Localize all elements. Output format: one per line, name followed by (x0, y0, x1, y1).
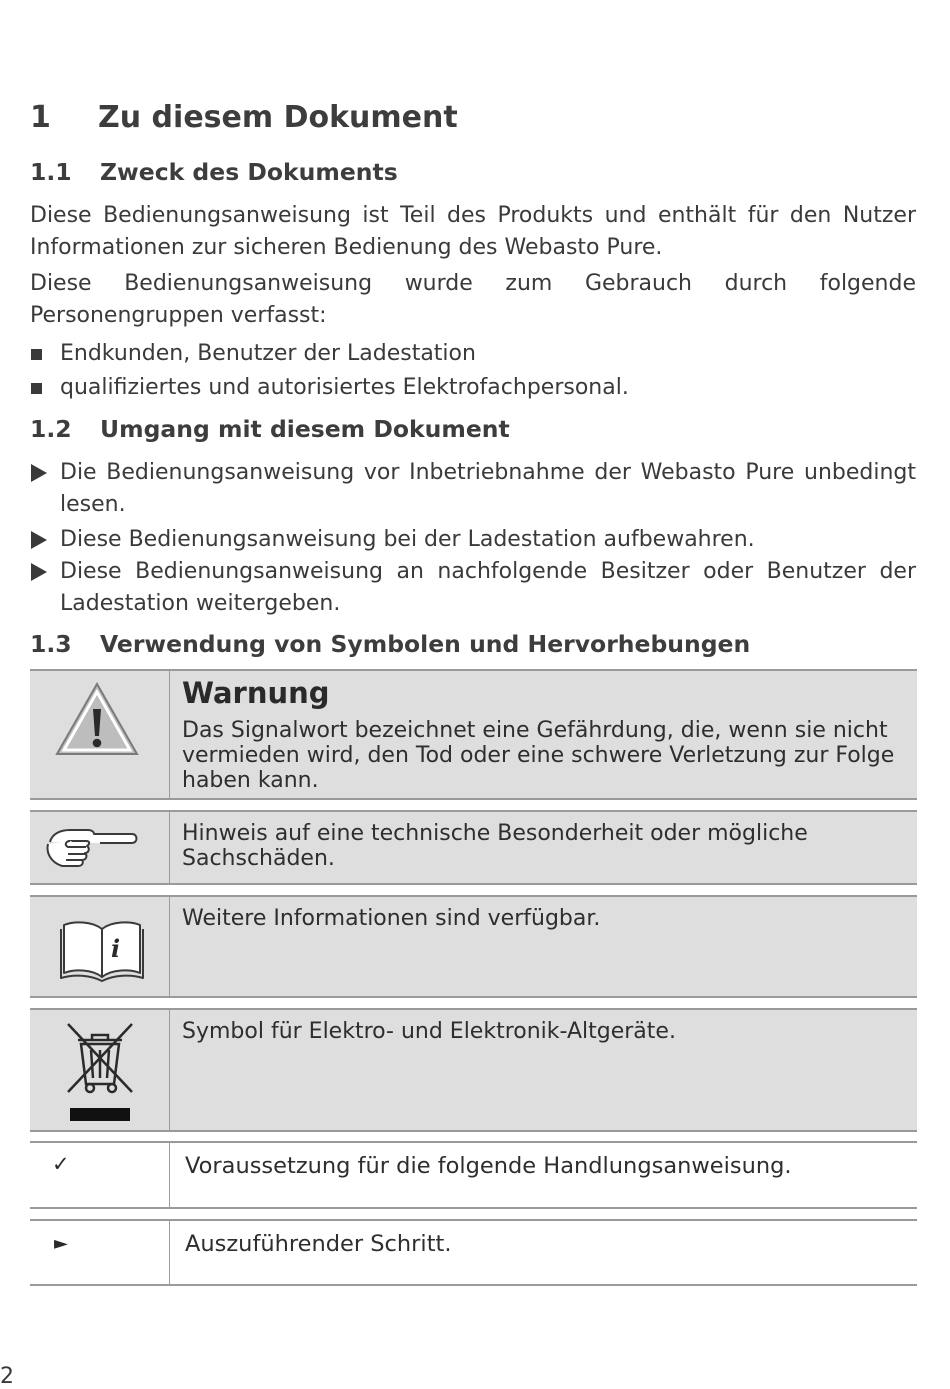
square-bullet-icon (31, 349, 42, 360)
page-number: 2 (0, 1364, 14, 1389)
step-arrow-icon (31, 531, 47, 549)
step-item (30, 457, 916, 521)
symbol-cell (30, 1143, 170, 1207)
symbol-row-info (30, 897, 917, 996)
symbol-description: Das Signalwort bezeichnet eine Gefährdung, die, wenn sie nicht vermieden wird, den Tod oder eine schwere Verletzung zur Folge haben kann. (182, 718, 895, 793)
table-rule (30, 883, 917, 885)
table-rule (30, 798, 917, 800)
step-text: Diese Bedienungsanweisung bei der Ladestation aufbewahren. (60, 527, 755, 552)
info-book-icon (60, 917, 144, 983)
symbol-description: Weitere Informationen sind verfügbar. (182, 906, 601, 931)
crossed-bin-icon (64, 1020, 136, 1126)
symbol-row-warning (30, 671, 917, 798)
table-rule (30, 1284, 917, 1286)
list-item (30, 372, 916, 404)
list-item-text: qualifiziertes und autorisiertes Elektrofachpersonal. (60, 375, 629, 400)
symbol-cell (30, 1010, 170, 1130)
symbol-row-weee (30, 1010, 917, 1130)
symbol-cell (30, 1221, 170, 1284)
table-rule (30, 996, 917, 998)
step-arrow-icon: ► (54, 1233, 68, 1254)
step-item (30, 556, 916, 620)
audience-paragraph: Diese Bedienungsanweisung wurde zum Gebrauch durch folgende Personengruppen verfasst: (30, 271, 916, 328)
chapter-heading (30, 100, 458, 135)
symbol-description: Symbol für Elektro- und Elektronik-Altgeräte. (182, 1019, 676, 1044)
step-arrow-icon (31, 563, 47, 581)
checkmark-icon: ✓ (52, 1152, 70, 1176)
chapter-title: Zu diesem Dokument (98, 100, 458, 135)
symbol-cell (30, 671, 170, 798)
symbol-row-hint (30, 812, 917, 883)
signal-word: Warnung (182, 676, 330, 710)
section-title: Verwendung von Symbolen und Hervorhebungen (100, 630, 751, 658)
svg-text:i: i (111, 934, 121, 963)
section-title: Umgang mit diesem Dokument (100, 415, 510, 443)
list-item (30, 338, 916, 370)
section-number: 1.1 (30, 158, 72, 186)
section-title: Zweck des Dokuments (100, 158, 398, 186)
pointing-hand-icon (44, 824, 140, 870)
warning-triangle-icon (54, 681, 140, 757)
section-heading-1-3 (30, 630, 750, 658)
symbol-row-step (30, 1221, 917, 1284)
list-item-text: Endkunden, Benutzer der Ladestation (60, 341, 476, 366)
symbol-description: Auszuführender Schritt. (185, 1231, 452, 1257)
step-arrow-icon (31, 464, 47, 482)
step-text: Diese Bedienungsanweisung an nachfolgende Besitzer oder Benutzer der Ladestation weitergeben. (60, 559, 916, 616)
section-number: 1.3 (30, 630, 72, 658)
section-heading-1-2 (30, 415, 510, 443)
symbol-cell (30, 812, 170, 883)
chapter-number: 1 (30, 100, 51, 135)
step-item (30, 524, 916, 556)
section-heading-1-1 (30, 158, 398, 186)
square-bullet-icon (31, 383, 42, 394)
symbol-cell (30, 897, 170, 996)
purpose-paragraph: Diese Bedienungsanweisung ist Teil des Produkts und enthält für den Nutzer Informationen zur sicheren Bedienung des Webasto Pure. (30, 203, 916, 260)
symbol-description: Voraussetzung für die folgende Handlungsanweisung. (185, 1153, 792, 1179)
symbol-description: Hinweis auf eine technische Besonderheit oder mögliche Sachschäden. (182, 821, 808, 871)
symbol-row-prerequisite (30, 1143, 917, 1207)
table-rule (30, 1130, 917, 1132)
section-number: 1.2 (30, 415, 72, 443)
table-rule (30, 1207, 917, 1209)
step-text: Die Bedienungsanweisung vor Inbetriebnahme der Webasto Pure unbedingt lesen. (60, 460, 916, 517)
